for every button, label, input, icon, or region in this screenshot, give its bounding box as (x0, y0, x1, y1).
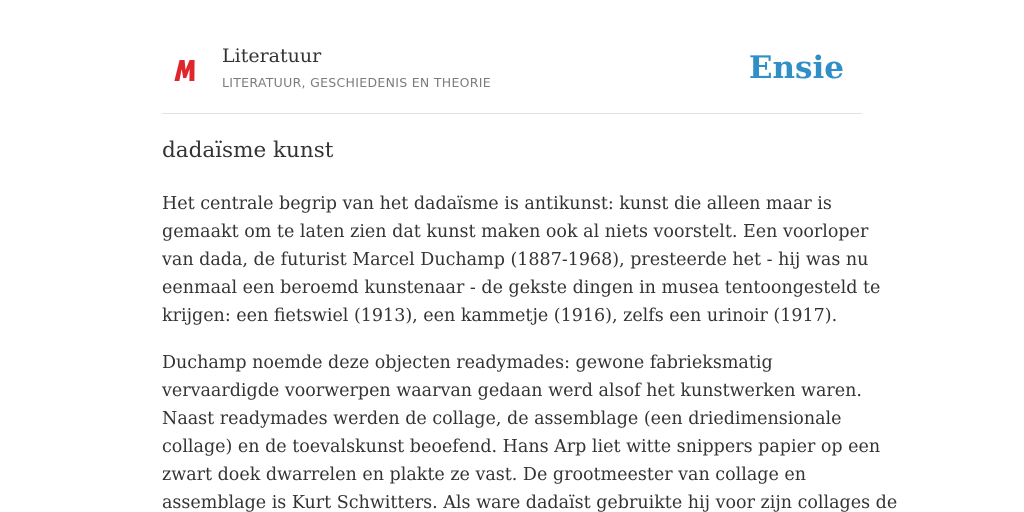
paragraph-line: van dada, de futurist Marcel Duchamp (1887-1968), presteerde het - hij was nu (162, 250, 869, 270)
paragraph-line: Duchamp noemde deze objecten readymades: gewone fabrieksmatig (162, 353, 773, 373)
ensie-m-logo-icon[interactable] (172, 56, 198, 84)
paragraph (162, 349, 898, 512)
paragraph-line: krijgen: een fietswiel (1913), een kammetje (1916), zelfs een urinoir (1917). (162, 306, 838, 326)
article-body (162, 190, 898, 512)
paragraph-line: collage) en de toevalskunst beoefend. Hans Arp liet witte snippers papier op een (162, 437, 881, 457)
paragraph-line: vervaardigde voorwerpen waarvan gedaan werd alsof het kunstwerken waren. (162, 381, 862, 401)
site-logo-text[interactable]: Ensie (748, 50, 844, 86)
paragraph-line: Naast readymades werden de collage, de assemblage (een driedimensionale (162, 409, 842, 429)
category-title[interactable]: Literatuur (222, 45, 322, 67)
paragraph-line: zwart doek dwarrelen en plakte ze vast. De grootmeester van collage en (162, 465, 807, 485)
paragraph-line: assemblage is Kurt Schwitters. Als ware dadaïst gebruikte hij voor zijn collages de (162, 493, 898, 512)
paragraph-line: eenmaal een beroemd kunstenaar - de gekste dingen in musea tentoongesteld te (162, 278, 881, 298)
header (162, 0, 862, 114)
paragraph (162, 190, 881, 330)
article-title: dadaïsme kunst (162, 138, 334, 163)
paragraph-line: gemaakt om te laten zien dat kunst maken ook al niets voorstelt. Een voorloper (162, 222, 869, 242)
category-subtitle[interactable]: LITERATUUR, GESCHIEDENIS EN THEORIE (222, 75, 491, 90)
paragraph-line: Het centrale begrip van het dadaïsme is antikunst: kunst die alleen maar is (162, 194, 832, 214)
